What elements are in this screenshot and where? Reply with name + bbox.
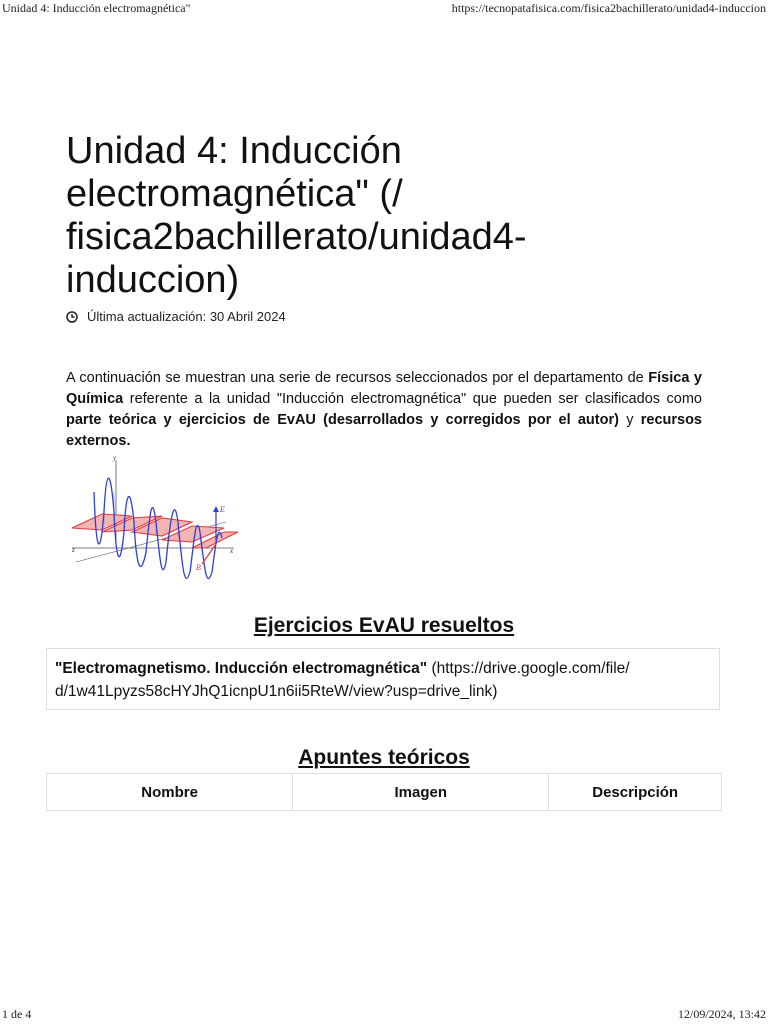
evau-link[interactable]: "Electromagnetismo. Inducción electromagnética": [55, 660, 428, 677]
y-axis-label: y: [113, 454, 117, 462]
column-header-descripcion: Descripción: [549, 774, 722, 811]
last-update-text: Última actualización: 30 Abril 2024: [87, 309, 286, 324]
last-update: [66, 309, 286, 324]
x-axis-label: x: [230, 547, 234, 555]
apuntes-heading: Apuntes teóricos: [298, 746, 470, 769]
table-header-row: [47, 774, 722, 811]
clock-icon: [66, 311, 78, 323]
evau-link-box: [46, 648, 720, 710]
e-vector-label: E: [220, 505, 225, 514]
intro-bold-2: parte teórica y ejercicios de EvAU (desarrollados y corregidos por el autor): [66, 412, 619, 428]
print-header-title: Unidad 4: Inducción electromagnética": [2, 1, 191, 15]
intro-text-1: A continuación se muestran una serie de recursos seleccionados por el departamento de: [66, 370, 649, 386]
apuntes-table: [46, 773, 722, 811]
column-header-imagen: Imagen: [293, 774, 549, 811]
intro-text-2: referente a la unidad "Inducción electromagnética" que pueden ser clasificados como: [123, 391, 702, 407]
print-footer-page: 1 de 4: [2, 1007, 32, 1021]
e-vector-arrowhead: [213, 506, 219, 512]
z-axis-label: z: [72, 546, 75, 554]
print-footer-datetime: 12/09/2024, 13:42: [677, 1007, 766, 1021]
em-wave-figure: [66, 452, 250, 598]
evau-heading: Ejercicios EvAU resueltos: [253, 614, 515, 637]
evau-link-url[interactable]: (https://drive.google.com/file/ d/1w41Lpyzs58cHYJhQ1icnpU1n6ii5RteW/view?usp=drive_link): [55, 660, 630, 700]
print-header-url: https://tecnopatafisica.com/fisica2bachillerato/unidad4-induccion: [451, 1, 766, 15]
intro-bold-3: recursos externos.: [66, 412, 702, 449]
column-header-nombre: Nombre: [47, 774, 293, 811]
intro-text-3: y: [618, 412, 641, 428]
page-title: Unidad 4: Inducción electromagnética" (/ fisica2bachillerato/unidad4-induccion): [66, 130, 527, 301]
b-vector-label: B: [196, 563, 201, 572]
intro-paragraph: [66, 368, 702, 452]
intro-bold-1: Física y Química: [66, 370, 703, 407]
